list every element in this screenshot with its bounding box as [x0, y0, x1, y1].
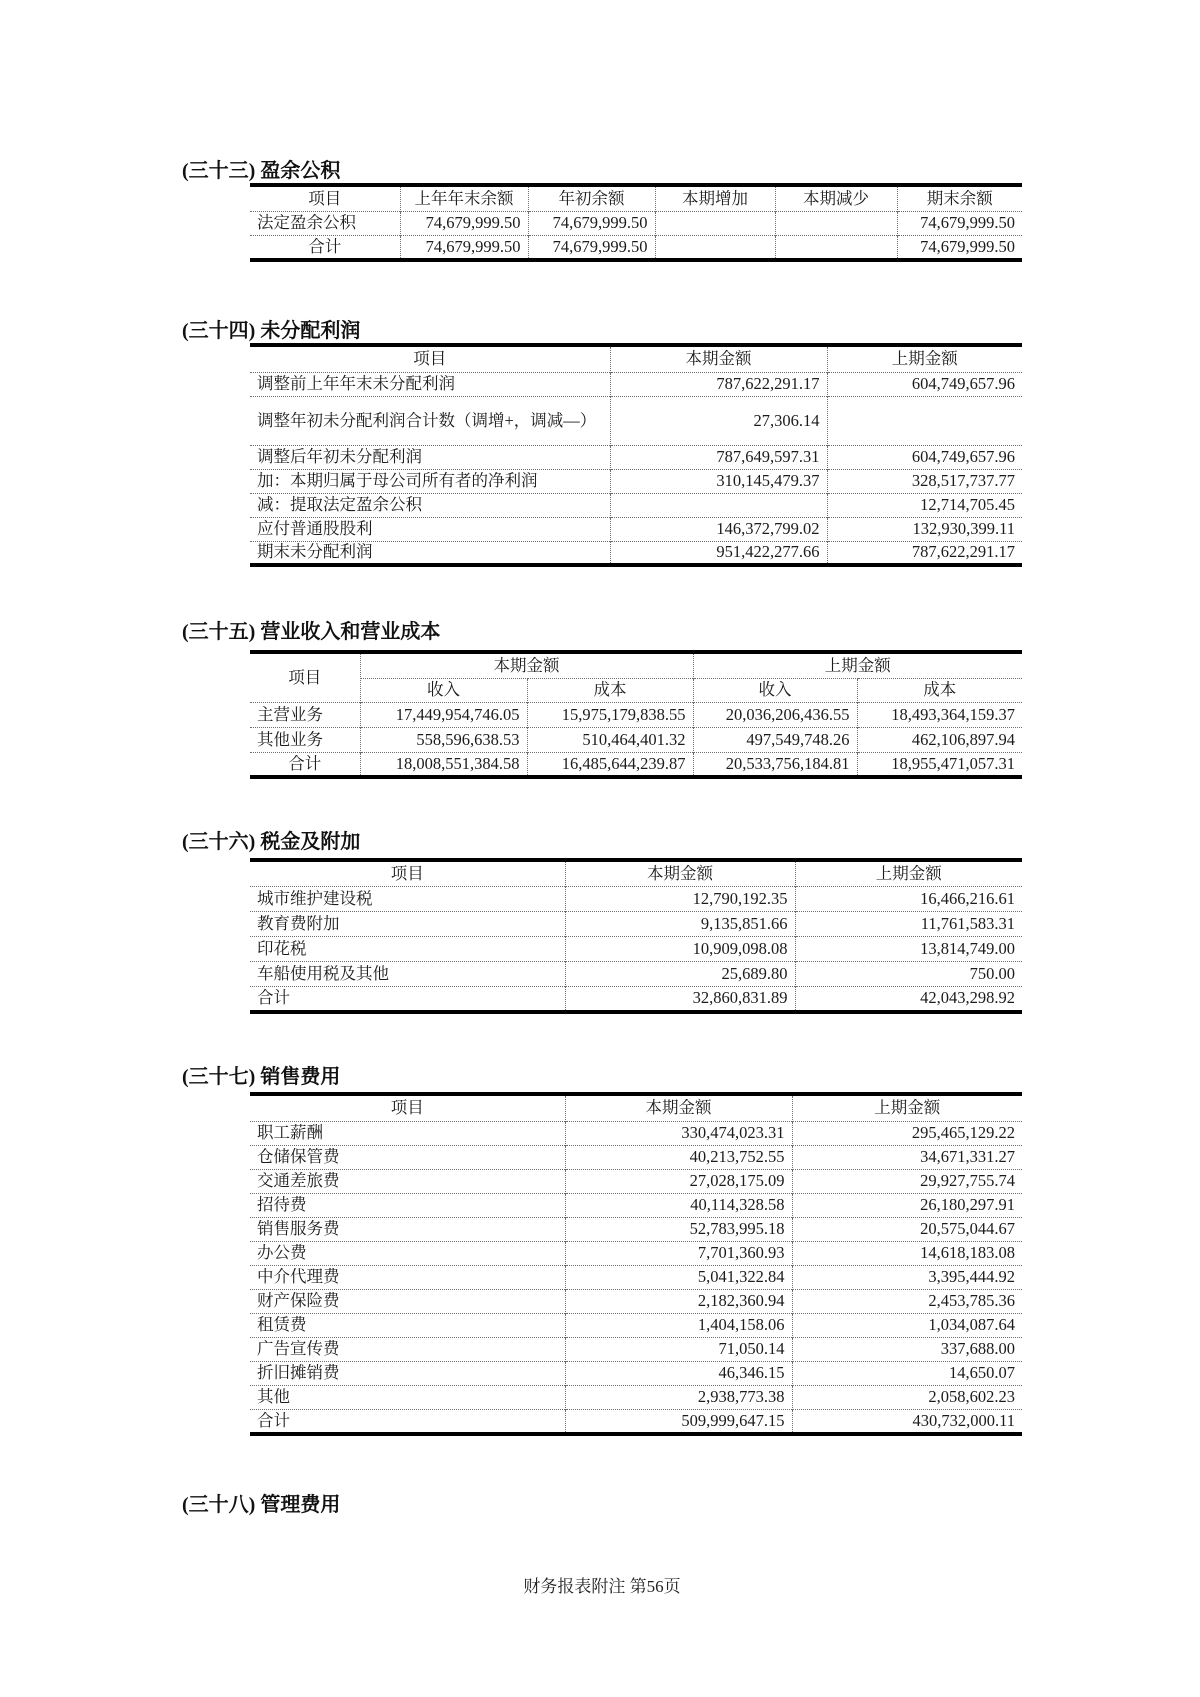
section-heading-selling-expenses: (三十七) 销售费用 [182, 1066, 341, 1088]
cell-value [775, 211, 897, 235]
cell-value: 330,474,023.31 [565, 1121, 792, 1145]
cell-value: 29,927,755.74 [792, 1169, 1022, 1193]
col-subheader: 成本 [527, 678, 693, 702]
cell-value: 787,622,291.17 [610, 372, 827, 396]
section-heading-admin-expenses: (三十八) 管理费用 [182, 1494, 341, 1516]
row-label: 其他 [250, 1385, 565, 1409]
row-label: 职工薪酬 [250, 1121, 565, 1145]
cell-value: 787,622,291.17 [827, 541, 1022, 565]
selling-expenses-table [250, 1092, 1022, 1436]
cell-value: 3,395,444.92 [792, 1265, 1022, 1289]
row-label: 其他业务 [250, 727, 360, 752]
row-label: 调整前上年年末未分配利润 [250, 372, 610, 396]
cell-value: 27,306.14 [610, 396, 827, 445]
cell-value: 9,135,851.66 [565, 911, 795, 936]
cell-value: 497,549,748.26 [693, 727, 857, 752]
section-heading-taxes: (三十六) 税金及附加 [182, 831, 361, 853]
row-label: 合计 [250, 1409, 565, 1434]
cell-value: 509,999,647.15 [565, 1409, 792, 1434]
cell-value: 34,671,331.27 [792, 1145, 1022, 1169]
col-header: 年初余额 [528, 185, 655, 211]
col-header: 项目 [413, 349, 447, 369]
cell-value: 14,650.07 [792, 1361, 1022, 1385]
row-label: 合计 [250, 235, 400, 260]
col-header: 项目 [250, 652, 360, 702]
cell-value: 7,701,360.93 [565, 1241, 792, 1265]
cell-value: 10,909,098.08 [565, 936, 795, 961]
cell-value [827, 396, 1022, 445]
row-label: 仓储保管费 [250, 1145, 565, 1169]
cell-value: 510,464,401.32 [527, 727, 693, 752]
taxes-surcharges-table [250, 858, 1022, 1014]
cell-value: 18,955,471,057.31 [857, 752, 1022, 777]
row-label: 减：提取法定盈余公积 [250, 493, 610, 517]
section-heading-undistributed-profit: (三十四) 未分配利润 [182, 320, 361, 342]
cell-value: 558,596,638.53 [360, 727, 527, 752]
cell-value [655, 211, 775, 235]
cell-value: 2,182,360.94 [565, 1289, 792, 1313]
cell-value: 295,465,129.22 [792, 1121, 1022, 1145]
cell-value: 74,679,999.50 [528, 211, 655, 235]
cell-value [775, 235, 897, 260]
row-label: 加：本期归属于母公司所有者的净利润 [250, 469, 610, 493]
cell-value [655, 235, 775, 260]
cell-value: 74,679,999.50 [897, 235, 1022, 260]
cell-value: 337,688.00 [792, 1337, 1022, 1361]
cell-value: 71,050.14 [565, 1337, 792, 1361]
cell-value: 132,930,399.11 [827, 517, 1022, 541]
col-header: 本期金额 [565, 860, 795, 886]
row-label: 调整后年初未分配利润 [250, 445, 610, 469]
cell-value: 46,346.15 [565, 1361, 792, 1385]
col-group-header: 本期金额 [360, 652, 693, 678]
col-header: 上期金额 [792, 1094, 1022, 1121]
col-header: 上期金额 [795, 860, 1022, 886]
cell-value: 2,938,773.38 [565, 1385, 792, 1409]
cell-value: 25,689.80 [565, 961, 795, 986]
row-label: 调整年初未分配利润合计数（调增+，调减—） [250, 396, 610, 445]
revenue-cost-table [250, 650, 1022, 779]
section-heading-revenue-cost: (三十五) 营业收入和营业成本 [182, 621, 441, 643]
row-label: 销售服务费 [250, 1217, 565, 1241]
row-label: 中介代理费 [250, 1265, 565, 1289]
cell-value: 20,036,206,436.55 [693, 702, 857, 727]
cell-value: 32,860,831.89 [565, 986, 795, 1012]
cell-value: 18,008,551,384.58 [360, 752, 527, 777]
cell-value: 146,372,799.02 [610, 517, 827, 541]
row-label: 租赁费 [250, 1313, 565, 1337]
cell-value: 11,761,583.31 [795, 911, 1022, 936]
cell-value: 1,404,158.06 [565, 1313, 792, 1337]
cell-value: 328,517,737.77 [827, 469, 1022, 493]
cell-value: 13,814,749.00 [795, 936, 1022, 961]
row-label: 合计 [250, 986, 565, 1012]
undistributed-profit-table [250, 343, 1022, 567]
row-label: 教育费附加 [250, 911, 565, 936]
cell-value: 16,466,216.61 [795, 886, 1022, 911]
row-label: 印花税 [250, 936, 565, 961]
row-label: 车船使用税及其他 [250, 961, 565, 986]
cell-value: 310,145,479.37 [610, 469, 827, 493]
col-header: 本期增加 [655, 185, 775, 211]
row-label: 广告宣传费 [250, 1337, 565, 1361]
cell-value: 604,749,657.96 [827, 372, 1022, 396]
row-label: 交通差旅费 [250, 1169, 565, 1193]
row-label: 城市维护建设税 [250, 886, 565, 911]
col-header: 本期减少 [775, 185, 897, 211]
cell-value: 5,041,322.84 [565, 1265, 792, 1289]
col-header: 本期金额 [610, 345, 827, 372]
cell-value: 40,114,328.58 [565, 1193, 792, 1217]
row-label: 期末未分配利润 [250, 541, 610, 565]
cell-value: 787,649,597.31 [610, 445, 827, 469]
cell-value: 16,485,644,239.87 [527, 752, 693, 777]
row-label: 法定盈余公积 [250, 211, 400, 235]
cell-value: 20,575,044.67 [792, 1217, 1022, 1241]
row-label: 办公费 [250, 1241, 565, 1265]
col-subheader: 收入 [693, 678, 857, 702]
col-subheader: 成本 [857, 678, 1022, 702]
cell-value: 12,790,192.35 [565, 886, 795, 911]
row-label: 招待费 [250, 1193, 565, 1217]
cell-value: 74,679,999.50 [897, 211, 1022, 235]
cell-value: 52,783,995.18 [565, 1217, 792, 1241]
cell-value: 74,679,999.50 [528, 235, 655, 260]
row-label: 主营业务 [250, 702, 360, 727]
cell-value: 14,618,183.08 [792, 1241, 1022, 1265]
cell-value: 2,453,785.36 [792, 1289, 1022, 1313]
cell-value [610, 493, 827, 517]
cell-value: 951,422,277.66 [610, 541, 827, 565]
cell-value: 750.00 [795, 961, 1022, 986]
cell-value: 42,043,298.92 [795, 986, 1022, 1012]
col-header: 项目 [390, 863, 424, 883]
cell-value: 40,213,752.55 [565, 1145, 792, 1169]
cell-value: 15,975,179,838.55 [527, 702, 693, 727]
col-header: 上期金额 [827, 345, 1022, 372]
row-label: 财产保险费 [250, 1289, 565, 1313]
cell-value: 74,679,999.50 [400, 211, 528, 235]
col-header: 本期金额 [565, 1094, 792, 1121]
surplus-reserve-table [250, 183, 1022, 262]
cell-value: 604,749,657.96 [827, 445, 1022, 469]
col-header: 项目 [308, 188, 342, 208]
section-heading-surplus-reserve: (三十三) 盈余公积 [182, 160, 341, 182]
col-header: 期末余额 [897, 185, 1022, 211]
cell-value: 26,180,297.91 [792, 1193, 1022, 1217]
cell-value: 1,034,087.64 [792, 1313, 1022, 1337]
cell-value: 2,058,602.23 [792, 1385, 1022, 1409]
cell-value: 27,028,175.09 [565, 1169, 792, 1193]
page-footer: 财务报表附注 第56页 [523, 1577, 681, 1596]
col-group-header: 上期金额 [693, 652, 1022, 678]
col-header: 项目 [390, 1098, 424, 1118]
cell-value: 462,106,897.94 [857, 727, 1022, 752]
cell-value: 20,533,756,184.81 [693, 752, 857, 777]
row-label: 合计 [250, 752, 360, 777]
col-header: 上年年末余额 [400, 185, 528, 211]
cell-value: 12,714,705.45 [827, 493, 1022, 517]
cell-value: 17,449,954,746.05 [360, 702, 527, 727]
cell-value: 74,679,999.50 [400, 235, 528, 260]
cell-value: 430,732,000.11 [792, 1409, 1022, 1434]
row-label: 应付普通股股利 [250, 517, 610, 541]
row-label: 折旧摊销费 [250, 1361, 565, 1385]
col-subheader: 收入 [360, 678, 527, 702]
cell-value: 18,493,364,159.37 [857, 702, 1022, 727]
